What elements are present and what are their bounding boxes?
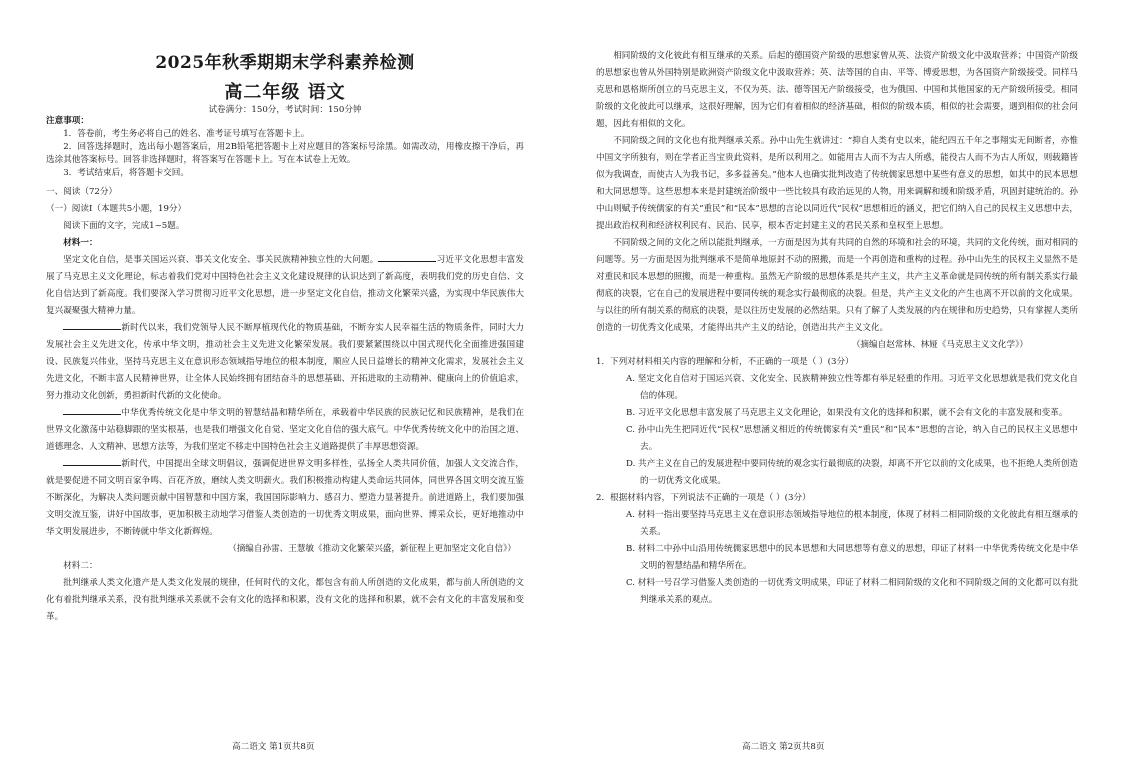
left-page (46, 0, 524, 779)
material-two-label: 材料二： (63, 561, 98, 571)
material-one-label-row (46, 235, 524, 252)
material-one-label: 材料一： (63, 238, 98, 248)
paragraph-2 (46, 320, 524, 405)
page-footer-left: 高二语文 第1页共8页 (232, 742, 315, 752)
paragraph-3 (46, 405, 524, 456)
question-1-option-d: D. 共产主义在自己的发展进程中要同传统的观念实行最彻底的决裂，却离不开它以前的文化成果，也不拒绝人类所创造的一切优秀文化成果。 (626, 459, 1078, 486)
fill-blank (378, 252, 436, 262)
page-footer-right: 高二语文 第2页共8页 (742, 742, 825, 752)
paragraph-1-a: 坚定文化自信，是事关国运兴衰、事关文化安全、事关民族精神独立性的大问题。 (63, 255, 379, 265)
question-2-option-a: A. 材料一指出要坚持马克思主义在意识形态领域指导地位的根本制度，体现了材料二相同阶级的文化彼此有相互继承的关系。 (626, 510, 1078, 537)
right-paragraph-1: 相同阶级的文化彼此有相互继承的关系。后起的德国资产阶级的思想家曾从英、法资产阶级文化中汲取营养；中国资产阶级的思想家也曾从外国特别是欧洲资产阶级文化中汲取营养；英、法等国的自由、平等、博爱思想，为各国资产阶级接受。同样马克思和恩格斯所创立的马克思主义，不仅为英、法、德等国无产阶级接受，也为俄国、中国和其他国家的无产阶级所接受。相同阶级的文化彼此可以继承，这很好理解，因为它们有着相似的经济基础，相似的阶级本质，相似的社会需要，遇到相似的社会问题，因此有相似的文化。 (596, 51, 1078, 129)
paragraph-4-text: 新时代，中国提出全球文明倡议，强调促进世界文明多样性，弘扬全人类共同价值，加强人文交流合作，就是要促进不同文明百家争鸣、百花齐放，磨续人类文明薪火。我们积极推动构建人类命运共同体，同世界各国文明交流互鉴不断深化，为解决人类问题贡献中国智慧和中国方案，我国国际影响力、感召力、塑造力显著提升。前进道路上，我们要加强文明交流互鉴，讲好中国故事，更加积极主动地学习借鉴人类创造的一切优秀文明成果，面向世界、博采众长，更好地推动中华文明发展进步，不断铸就中华文化新辉煌。 (46, 459, 524, 537)
notice-1: 1．答卷前，考生务必将自己的姓名、准考证号填写在答题卡上。 (63, 129, 310, 139)
right-paragraph-3: 不同阶级之间的文化之所以能批判继承，一方面是因为其有共同的自然的环境和社会的环境，共同的文化传统，面对相同的问题等。另一方面是因为批判继承不是简单地原封不动的照搬，而是一个再创造和重构的过程。孙中山先生的民权主义显然不是对重民和民本思想的照搬，而是一种重构。虽然无产阶级的思想体系是共产主义，共产主义革命就是同传统的所有制关系实行最彻底的决裂，它在自己的发展进程中要同传统的观念实行最彻底的决裂。但是，共产主义文化的产生也离不开以前的文化成果。与以往的所有制关系的彻底的决裂，是以往历史发展的必然结果。只有了解了人类发展的内在规律和历史趋势，只有掌握人类所创造的一切优秀文化成果，才能得出共产主义的结论，创造出共产主义文化。 (596, 238, 1078, 333)
paragraph-4 (46, 456, 524, 541)
paragraph-3-text: 中华优秀传统文化是中华文明的智慧结晶和精华所在，承载着中华民族的民族记忆和民族精神，是我们在世界文化激荡中站稳脚跟的坚实根基，也是我们增强文化自觉、坚定文化自信的强大底气。中华优秀传统文化中的治国之道、道德理念、人文精神、思想方法等，为我们坚定不移走中国特色社会主义道路提供了丰厚思想资源。 (46, 408, 524, 452)
instruction: 阅读下面的文字，完成1~5题。 (63, 221, 185, 231)
right-page (596, 0, 1078, 779)
notice-2: 2．回答选择题时，选出每小题答案后，用2B铅笔把答题卡上对应题目的答案标号涂黑。如需改动，用橡皮擦干净后，再选涂其他答案标号。回答非选择题时，将答案写在答题卡上。写在本试卷上无效。 (46, 142, 524, 165)
source-two: （摘编自赵常林、林娅《马克思主义文化学》） (851, 340, 1028, 350)
notice-3: 3．考试结束后，将答题卡交回。 (63, 168, 189, 178)
paragraph-1 (46, 252, 524, 320)
score-line: 试卷满分：150分，考试时间：150分钟 (208, 105, 362, 115)
question-2-option-c: C. 材料一号召学习借鉴人类创造的一切优秀文明成果，印证了材料二相同阶级的文化和不同阶级之间的文化都可以有批判继承关系的观点。 (626, 578, 1078, 605)
question-1-option-b: B. 习近平文化思想丰富发展了马克思主义文化理论，如果没有文化的选择和积累，就不会有文化的丰富发展和变革。 (626, 408, 1068, 418)
fill-blank (63, 320, 121, 330)
question-2-option-b: B. 材料二中孙中山沿用传统儒家思想中的民本思想和大同思想等有意义的思想，印证了材料一中华优秀传统文化是中华文明的智慧结晶和精华所在。 (626, 544, 1078, 571)
question-1-option-c: C. 孙中山先生把同近代“民权”思想涵义相近的传统儒家有关“重民”和“民本”思想的言论，纳入自己的民权主义思想中去。 (626, 425, 1078, 452)
right-paragraph-2: 不同阶级之间的文化也有批判继承关系。孙中山先生就讲过：“抑自人类有史以来，能纪四五千年之事翔实无间断者，亦惟中国文字所独有，则在学者正当宝贵此资料，是所以利用之。如能用古人而不为古人所惑，能役古人而不为古人所奴，则载籍皆似为我调查，而使古人为我书记，多多益善矣。”他本人也确实批判改造了传统儒家思想中某些有意义的思想，如其中的民本思想和大同思想等。这些思想本来是封建统治阶级中一些比较具有政治远见的人物，用来调解和缓和阶级矛盾，巩固封建统治的。孙中山则赋予传统儒家的有关“重民”和“民本”思想的言论以同近代“民权”思想相近的涵义，把它们纳入自己的民权主义思想中去，提出政治权利和经济权利民有、民治、民享，根本否定封建主义的君民关系和皇权至上思想。 (596, 136, 1078, 231)
right-body (596, 48, 1078, 609)
exam-title: 2025年秋季期期末学科素养检测 (155, 53, 415, 73)
question-1-stem: 1．下列对材料相关内容的理解和分析，不正确的一项是（ ）(3分） (596, 357, 854, 367)
question-2-stem: 2．根据材料内容，下列说法不正确的一项是（ ）(3分） (596, 493, 811, 503)
left-body (46, 115, 524, 626)
fill-blank (63, 405, 121, 415)
paragraph-2-text: 新时代以来，我们党领导人民不断厚植现代化的物质基础，不断夯实人民幸福生活的物质条件，同时大力发展社会主义先进文化，传承中华文明，推动社会主义先进文化繁荣发展。我们要紧紧围绕以中国式现代化全面推进强国建设、民族复兴伟业，坚持马克思主义在意识形态领域指导地位的根本制度，顺应人民日益增长的精神文化需求，发展社会主义先进文化，不断丰富人民精神世界，让全体人民始终拥有团结奋斗的思想基础、开拓进取的主动精神、健康向上的价值追求，努力推动文化创新，勇担新时代新的文化使命。 (46, 323, 524, 401)
section-one-sub: （一）阅读Ⅰ（本题共5小题，19分） (46, 204, 187, 214)
question-1-option-a: A. 坚定文化自信对于国运兴衰、文化安全、民族精神独立性等都有举足轻重的作用。习近平文化思想就是我们党文化自信的体现。 (626, 374, 1078, 401)
source-one: （摘编自孙雷、王慧敏《推动文化繁荣兴盛，新征程上更加坚定文化自信》） (228, 544, 516, 554)
paragraph-1-b: 习近平文化思想丰富发展了马克思主义文化理论，标志着我们党对中国特色社会主义文化建设规律的认识达到了新高度，表明我们党的历史自信、文化自信达到了新高度。我们要深入学习贯彻习近平文化思想，进一步坚定文化自信，推动文化繁荣兴盛，为实现中华民族伟大复兴凝聚强大精神力量。 (46, 255, 524, 316)
section-one-heading: 一、阅读（72分） (46, 187, 118, 197)
paragraph-5: 批判继承人类文化遗产是人类文化发展的规律，任何时代的文化，都包含有前人所创造的文化成果，都与前人所创造的文化有着批判继承关系，没有批判继承关系就不会有文化的选择和积累，没有文化的选择和积累，就不会有文化的丰富发展和变革。 (46, 578, 524, 622)
exam-subtitle: 高二年级 语文 (224, 82, 346, 103)
fill-blank (63, 456, 121, 466)
notice-heading: 注意事项： (46, 116, 89, 126)
